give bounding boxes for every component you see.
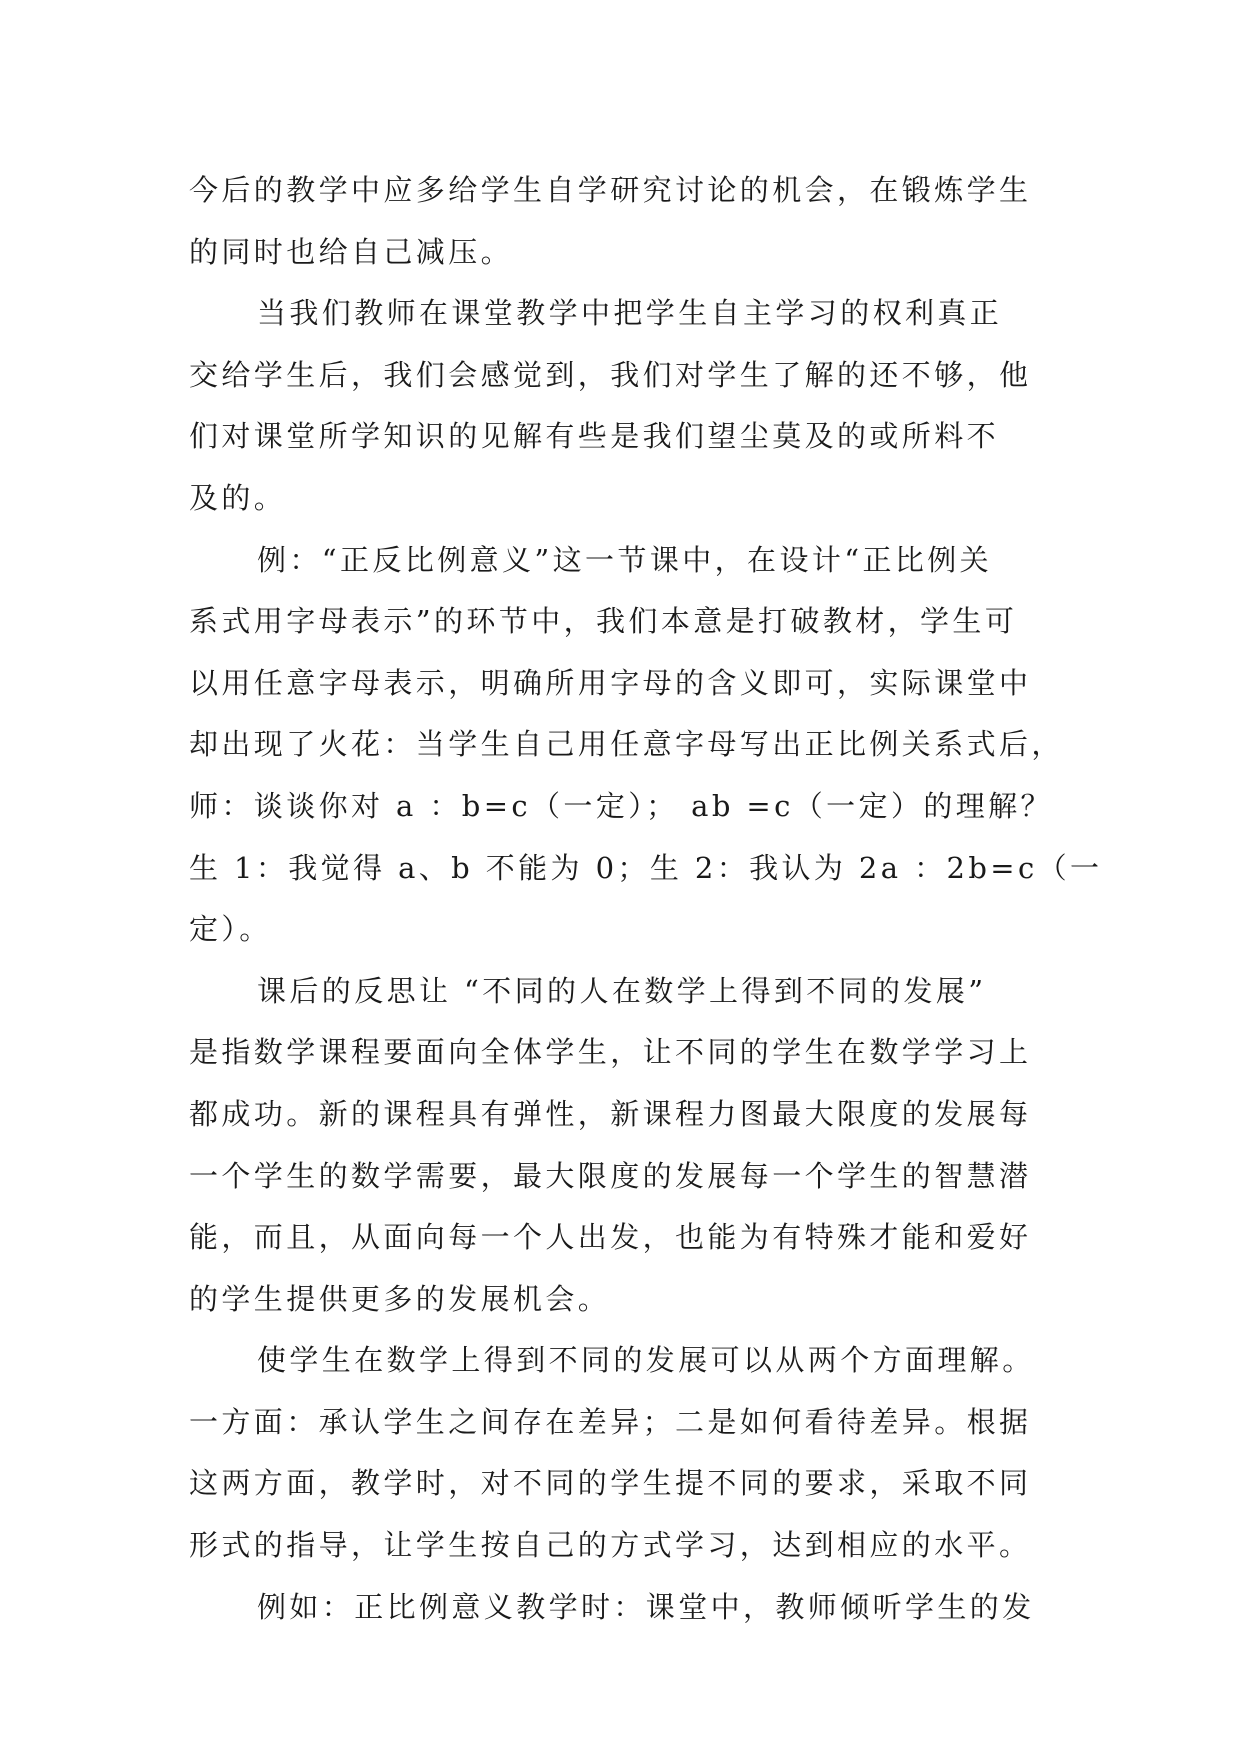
document-body — [189, 160, 1103, 1638]
text-line: 都成功。新的课程具有弹性，新课程力图最大限度的发展每 — [189, 1096, 1032, 1131]
text-line: 交给学生后，我们会感觉到，我们对学生了解的还不够，他 — [189, 357, 1032, 392]
paragraph — [189, 160, 1069, 283]
text-line: 却出现了火花：当学生自己用任意字母写出正比例关系式后， — [189, 727, 1064, 762]
text-line: 系式用字母表示”的环节中，我们本意是打破教材，学生可 — [189, 604, 1018, 639]
text-line: 例：“正反比例意义”这一节课中，在设计“正比例关 — [257, 542, 993, 577]
paragraph — [189, 1330, 1069, 1576]
text-line: 师：谈谈你对 a ：b=c（一定）； ab =c（一定）的理解？ — [189, 788, 1053, 823]
text-line: 以用任意字母表示，明确所用字母的含义即可，实际课堂中 — [189, 665, 1032, 700]
text-line: 课后的反思让 “不同的人在数学上得到不同的发展” — [257, 973, 987, 1008]
paragraph — [189, 530, 1103, 961]
text-line: 及的。 — [189, 480, 287, 515]
text-line: 形式的指导，让学生按自己的方式学习，达到相应的水平。 — [189, 1528, 1032, 1563]
text-line: 使学生在数学上得到不同的发展可以从两个方面理解。 — [257, 1343, 1035, 1378]
paragraph — [189, 961, 1069, 1331]
text-line: 今后的教学中应多给学生自学研究讨论的机会，在锻炼学生 — [189, 173, 1032, 207]
text-line: 定）。 — [189, 912, 272, 947]
text-line: 一方面：承认学生之间存在差异；二是如何看待差异。根据 — [189, 1404, 1032, 1439]
text-line: 这两方面，教学时，对不同的学生提不同的要求，采取不同 — [189, 1466, 1032, 1501]
text-line: 能，而且，从面向每一个人出发，也能为有特殊才能和爱好 — [189, 1220, 1032, 1255]
text-line: 们对课堂所学知识的见解有些是我们望尘莫及的或所料不 — [189, 419, 1000, 454]
text-line: 生 1：我觉得 a、b 不能为 0；生 2：我认为 2a ：2b=c（一 — [189, 850, 1103, 885]
text-line: 例如：正比例意义教学时：课堂中，教师倾听学生的发 — [257, 1589, 1035, 1624]
text-line: 的学生提供更多的发展机会。 — [189, 1281, 611, 1316]
text-line: 一个学生的数学需要，最大限度的发展每一个学生的智慧潜 — [189, 1158, 1032, 1193]
text-line: 是指数学课程要面向全体学生，让不同的学生在数学学习上 — [189, 1035, 1032, 1070]
text-line: 当我们教师在课堂教学中把学生自主学习的权利真正 — [257, 296, 1003, 331]
paragraph — [189, 1577, 1069, 1639]
text-line: 的同时也给自己减压。 — [189, 234, 514, 269]
paragraph — [189, 283, 1069, 529]
